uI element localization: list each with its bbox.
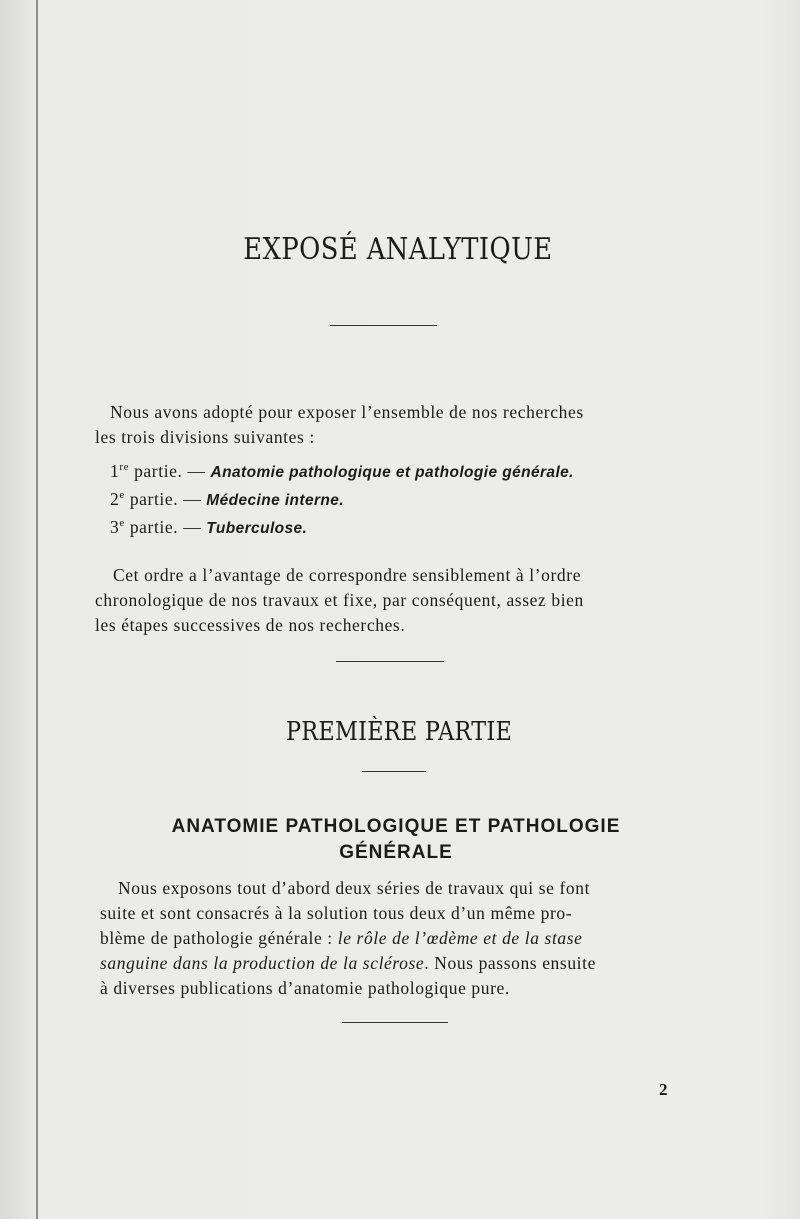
section-rule [336, 661, 444, 662]
section-line-1: Nous exposons tout d’abord deux séries de travaux qui se font [118, 878, 591, 898]
section-line-2: suite et sont consacrés à la solution tous deux d’un même pro- [100, 903, 573, 923]
part-list-item: 3e partie. — Tuberculose. [110, 517, 308, 537]
part-title-rule [362, 771, 426, 772]
parts-list [110, 458, 574, 542]
section-line-3: blème de pathologie générale : le rôle de l’œdème et de la stase [100, 928, 583, 948]
part-title: PREMIÈRE PARTIE [285, 717, 513, 747]
section-heading-line-1: ANATOMIE PATHOLOGIQUE ET PATHOLOGIE [171, 816, 621, 837]
end-rule [342, 1022, 448, 1023]
section-heading-line-2: GÉNÉRALE [339, 842, 453, 863]
order-paragraph [95, 563, 685, 638]
page-title: EXPOSÉ ANALYTIQUE [243, 232, 553, 267]
binding-edge [36, 0, 38, 1219]
page-number: 2 [659, 1080, 668, 1099]
intro-line-1: Nous avons adopté pour exposer l’ensemble de nos recherches [110, 402, 584, 422]
order-line-1: Cet ordre a l’avantage de correspondre sensiblement à l’ordre [113, 565, 582, 585]
section-line-5: à diverses publications d’anatomie pathologique pure. [100, 978, 510, 998]
title-rule [330, 325, 437, 326]
section-line-4: sanguine dans la production de la sclérose. Nous passons ensuite [100, 953, 596, 973]
order-line-2: chronologique de nos travaux et fixe, par conséquent, assez bien [95, 590, 584, 610]
intro-paragraph [95, 400, 685, 450]
section-heading [100, 814, 692, 866]
order-line-3: les étapes successives de nos recherches. [95, 615, 406, 635]
section-paragraph [100, 876, 684, 1001]
intro-line-2: les trois divisions suivantes : [95, 427, 315, 447]
part-list-item: 1re partie. — Anatomie pathologique et pathologie générale. [110, 461, 574, 481]
part-list-item: 2e partie. — Médecine interne. [110, 489, 345, 509]
